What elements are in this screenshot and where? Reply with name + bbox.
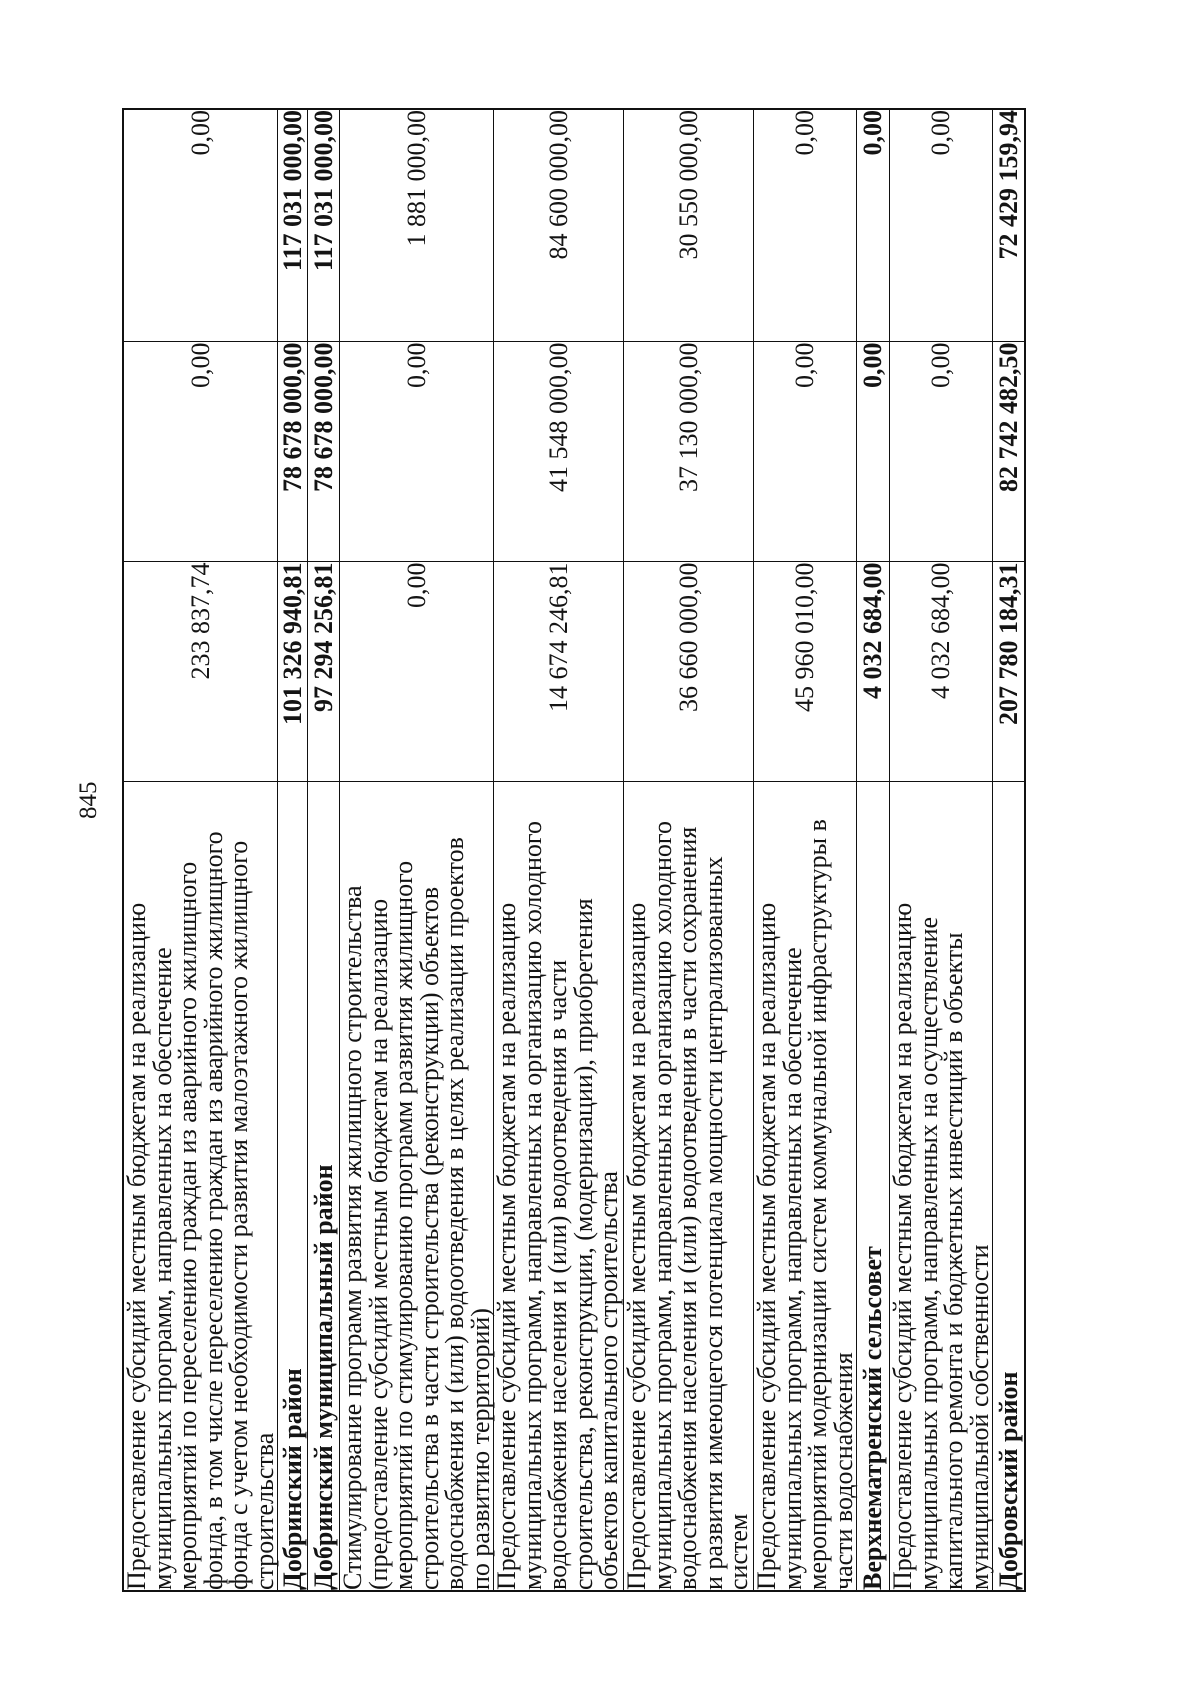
amount-cell-2: 0,00 <box>754 342 857 562</box>
amount-cell-3: 84 600 000,00 <box>494 109 624 342</box>
amount-cell-3: 0,00 <box>890 109 993 342</box>
table-row <box>754 109 857 1591</box>
amount-cell-3: 0,00 <box>857 109 890 342</box>
row-label: Предоставление субсидий местным бюджетам на реализацию муниципальных программ, направленных на организацию холодного водоснабжения населения и (или) водоотведения в части сохранения и развития имеющегося потенциала мощности централизованных систем <box>624 782 754 1591</box>
amount-cell-2: 82 742 482,50 <box>993 342 1025 562</box>
amount-cell-2: 0,00 <box>340 342 494 562</box>
amount-cell-3: 1 881 000,00 <box>340 109 494 342</box>
amount-cell-3: 117 031 000,00 <box>308 109 340 342</box>
amount-cell-2: 41 548 000,00 <box>494 342 624 562</box>
amount-cell-2: 37 130 000,00 <box>624 342 754 562</box>
row-label: Добринский муниципальный район <box>308 782 340 1591</box>
amount-cell-1: 45 960 010,00 <box>754 562 857 782</box>
row-label: Добринский район <box>278 782 308 1591</box>
amount-cell-1: 4 032 684,00 <box>857 562 890 782</box>
table-row <box>890 109 993 1591</box>
row-label: Стимулирование программ развития жилищного строительства (предоставление субсидий местным бюджетам на реализацию мероприятий по стимулированию программ развития жилищного строительства в части строительства (реконструкции) объектов водоснабжения и (или) водоотведения в целях реализации проектов по развитию территорий) <box>340 782 494 1591</box>
amount-cell-2: 78 678 000,00 <box>278 342 308 562</box>
amount-cell-3: 117 031 000,00 <box>278 109 308 342</box>
row-label: Предоставление субсидий местным бюджетам на реализацию муниципальных программ, направленных на осуществление капитального ремонта и бюджетных инвестиций в объекты муниципальной собственности <box>890 782 993 1591</box>
amount-cell-2: 0,00 <box>890 342 993 562</box>
table-row <box>123 109 278 1591</box>
table-row-subtotal <box>857 109 890 1591</box>
amount-cell-3: 0,00 <box>754 109 857 342</box>
amount-cell-1: 14 674 246,81 <box>494 562 624 782</box>
table-row-subtotal <box>993 109 1025 1591</box>
amount-cell-1: 101 326 940,81 <box>278 562 308 782</box>
table-row <box>494 109 624 1591</box>
table-row-subtotal <box>278 109 308 1591</box>
amount-cell-1: 233 837,74 <box>123 562 278 782</box>
table-row-subtotal <box>308 109 340 1591</box>
table-row <box>340 109 494 1591</box>
amount-cell-3: 72 429 159,94 <box>993 109 1025 342</box>
amount-cell-1: 0,00 <box>340 562 494 782</box>
amount-cell-1: 207 780 184,31 <box>993 562 1025 782</box>
amount-cell-1: 4 032 684,00 <box>890 562 993 782</box>
amount-cell-2: 0,00 <box>857 342 890 562</box>
amount-cell-1: 97 294 256,81 <box>308 562 340 782</box>
amount-cell-3: 0,00 <box>123 109 278 342</box>
row-label: Предоставление субсидий местным бюджетам на реализацию муниципальных программ, направленных на организацию холодного водоснабжения населения и (или) водоотведения в части строительства, реконструкции, (модернизации), приобретения объектов капитального строительства <box>494 782 624 1591</box>
table-row <box>624 109 754 1591</box>
amount-cell-2: 78 678 000,00 <box>308 342 340 562</box>
amount-cell-3: 30 550 000,00 <box>624 109 754 342</box>
amount-cell-1: 36 660 000,00 <box>624 562 754 782</box>
row-label: Верхнематренский сельсовет <box>857 782 890 1591</box>
row-label: Предоставление субсидий местным бюджетам на реализацию муниципальных программ, направленных на обеспечение мероприятий по переселению граждан из аварийного жилищного фонда, в том числе переселению граждан из аварийного жилищного фонда с учетом необходимости развития малоэтажного жилищного строительства <box>123 782 278 1591</box>
row-label: Добровский район <box>993 782 1025 1591</box>
row-label: Предоставление субсидий местным бюджетам на реализацию муниципальных программ, направленных на обеспечение мероприятий модернизации систем коммунальной инфраструктуры в части водоснабжения <box>754 782 857 1591</box>
budget-table <box>122 108 1026 1592</box>
amount-cell-2: 0,00 <box>123 342 278 562</box>
page-number: 845 <box>75 781 102 819</box>
